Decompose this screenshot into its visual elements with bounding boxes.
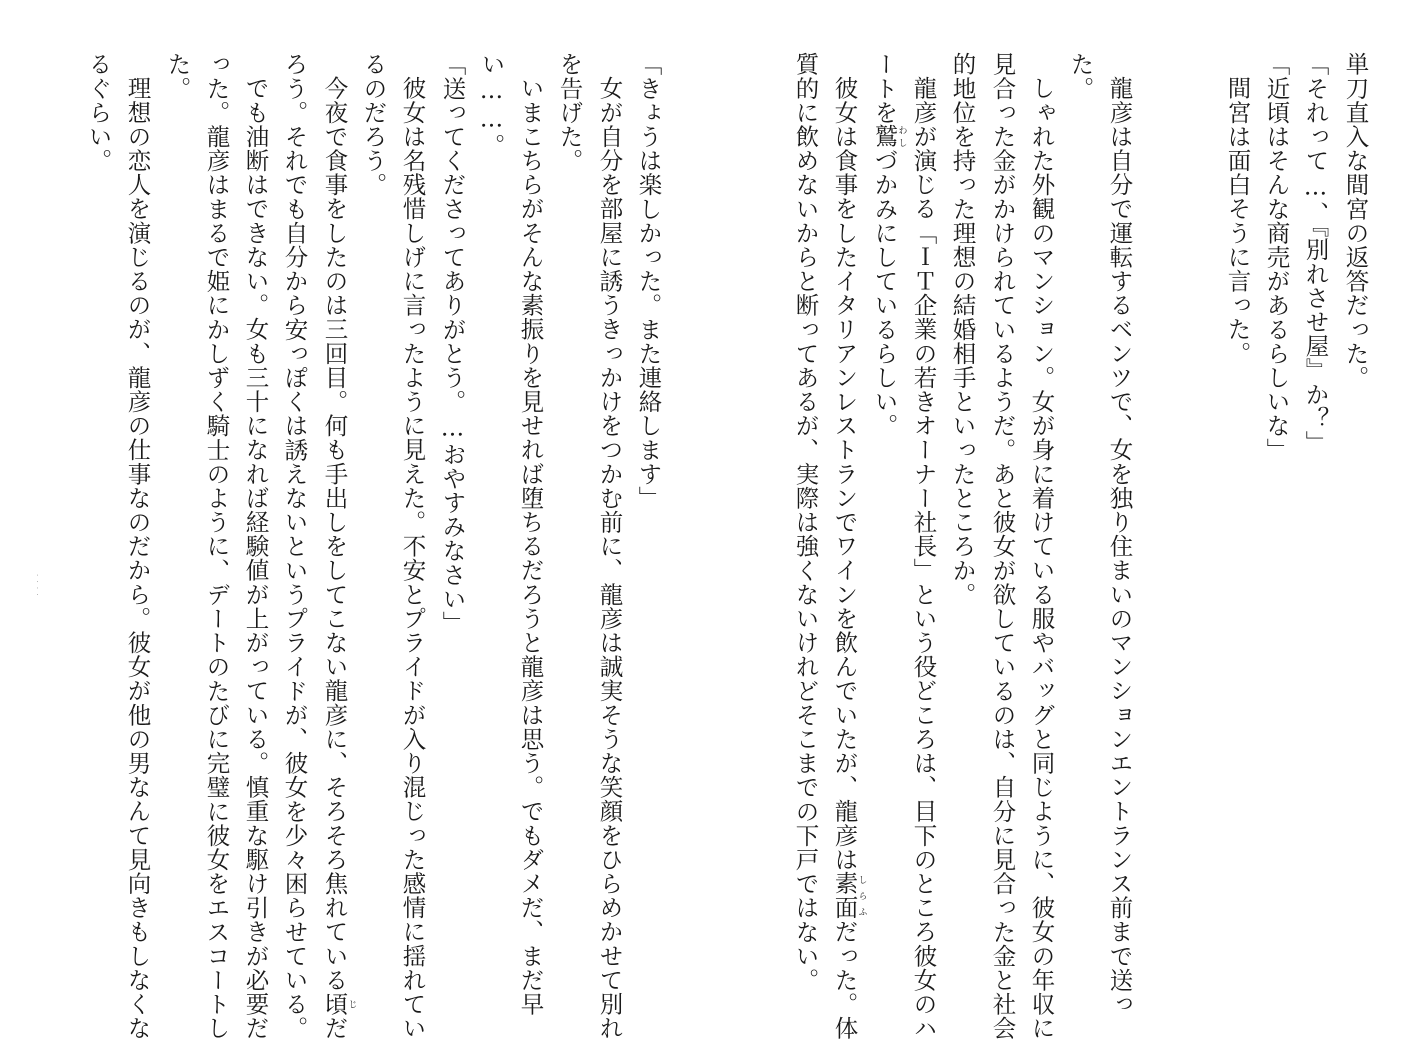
text-line <box>832 76 867 1040</box>
text-line: 質的に飲めないからと断ってあるが、実際は強くないけれどそこまでの下戸ではない。 <box>791 52 820 992</box>
text-line: 的地位を持った理想の結婚相手といったところか。 <box>948 52 977 607</box>
text-line: いまこちらがそんな素振りを見せれば堕ちるだろうと龍彦は思う。でもダメだ、まだ早 <box>516 76 545 1016</box>
ruby-word <box>830 871 867 920</box>
ruby-reading: わし <box>896 124 907 149</box>
text-segment: ートを <box>870 52 899 125</box>
text-line: るぐらい。 <box>84 52 113 173</box>
text-line <box>872 52 907 438</box>
ruby-base: 素面 <box>830 871 859 920</box>
text-segment: 彼女は食事をしたイタリアンレストランでワインを飲んでいたが、龍彦は <box>830 76 859 872</box>
text-segment: 今夜で食事をしたのは三回目。何も手出しをしてこない龍彦に、そろそろ焦れている <box>320 76 349 992</box>
text-segment: づかみにしているらしい。 <box>870 148 899 438</box>
text-segment: だ <box>320 1015 349 1040</box>
text-line: った。龍彦はまるで姫にかしずく騎士のように、デートのたびに完璧に彼女をエスコートし <box>202 52 231 1040</box>
ruby-reading: じ <box>346 991 357 1016</box>
text-line: しゃれた外観のマンション。女が身に着けている服やバッグと同じように、彼女の年収に <box>1027 76 1056 1040</box>
page-fold-mark: · · · · <box>33 574 41 597</box>
text-segment: だった。体 <box>830 919 859 1040</box>
text-line: でも油断はできない。女も三十になれば経験値が上がっている。慎重な駆け引きが必要だ <box>241 76 270 1040</box>
ruby-word <box>870 124 907 149</box>
text-line: 「近頃はそんな商売があるらしいな」 <box>1262 52 1291 462</box>
text-line: 単刀直入な間宮の返答だった。 <box>1341 52 1370 390</box>
text-line: ろう。それでも自分から安っぽくは誘えないというプライドが、彼女を少々困らせている。 <box>280 52 309 1040</box>
text-line: た。 <box>1066 52 1095 101</box>
ruby-word <box>320 991 357 1016</box>
text-line: 「きょうは楽しかった。また連絡します」 <box>634 52 663 510</box>
text-line: 龍彦は自分で運転するベンツで、女を独り住まいのマンションエントランス前まで送っ <box>1105 76 1134 1016</box>
text-line: を告げた。 <box>555 52 584 173</box>
text-line: 女が自分を部屋に誘うきっかけをつかむ前に、龍彦は誠実そうな笑顔をひらめかせて別れ <box>595 76 624 1040</box>
text-line: 間宮は面白そうに言った。 <box>1223 76 1252 366</box>
ruby-reading: しらふ <box>856 871 867 920</box>
text-line: た。 <box>163 52 192 101</box>
text-line: 「それって…、『別れさせ屋』か？」 <box>1301 52 1330 455</box>
text-line: 理想の恋人を演じるのが、龍彦の仕事なのだから。彼女が他の男なんて見向きもしなくな <box>123 76 152 1040</box>
text-line: 「送ってくださってありがとう。…おやすみなさい」 <box>438 52 467 635</box>
text-line <box>322 76 357 1040</box>
text-line: 彼女は名残惜しげに言ったように見えた。不安とプライドが入り混じった感情に揺れてい <box>398 76 427 1040</box>
text-line: 龍彦が演じる「ＩＴ企業の若きオーナー社長」という役どころは、目下のところ彼女のハ <box>909 76 938 1040</box>
text-line: い……。 <box>477 52 506 158</box>
ruby-base: 鷲 <box>870 124 899 149</box>
ruby-base: 頃 <box>320 991 349 1016</box>
text-line: 見合った金がかけられているようだ。あと彼女が欲しているのは、自分に見合った金と社会 <box>988 52 1017 1040</box>
text-line: るのだろう。 <box>359 52 388 197</box>
